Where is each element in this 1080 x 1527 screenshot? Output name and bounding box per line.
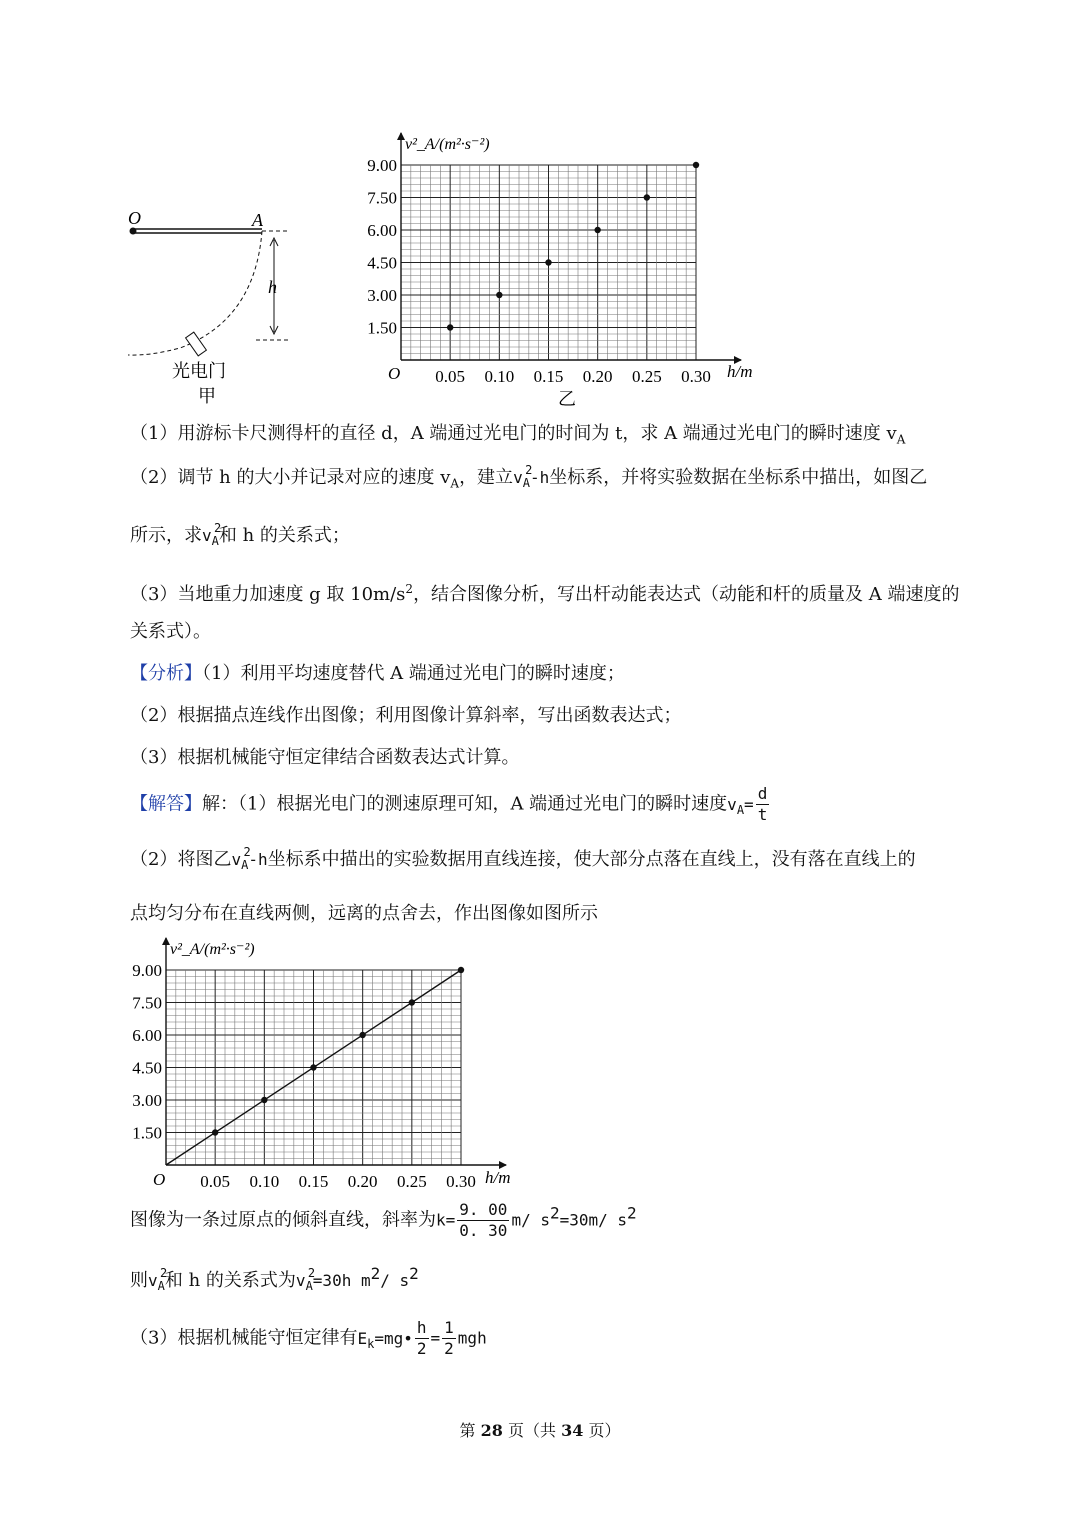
slope-result-sup: 2 [627, 1203, 637, 1223]
graph-yi-point [644, 194, 650, 200]
question-2 [130, 463, 928, 496]
slope-fraction: $\frac{9. 00}{0. 30}$ [459, 1200, 508, 1240]
relation-va2-1: $v_A$ 2 [148, 1266, 168, 1294]
graph-yi-x-tick: 0.20 [582, 367, 613, 386]
q3-text-a: （3）当地重力加速度 g 取 10m/s [130, 584, 406, 605]
q2-line2-va2: $v_A$ 2 [202, 521, 222, 549]
q2-sub-a: A [450, 476, 460, 491]
graph-fit-y-tick: 9.00 [132, 961, 162, 980]
analysis-tag: 【分析】 [130, 663, 202, 684]
answer-q3-h-over-2: $\frac{h}{2}$ [416, 1318, 427, 1358]
relation-b: 和 h 的关系式为 [164, 1270, 296, 1291]
graph-yi-y-tick: 4.50 [367, 253, 397, 273]
answer-q3-mgh: mgh [457, 1328, 487, 1348]
graph-yi-x-tick: 0.15 [533, 367, 564, 386]
q2-text-d: 坐标系，并将实验数据在坐标系中描出，如图乙 [549, 467, 928, 488]
graph-fit-point [261, 1097, 267, 1103]
graph-yi-x-tick: 0.30 [681, 367, 711, 386]
graph-yi-x-tick: 0.25 [631, 367, 662, 386]
footer-a: 第 [459, 1421, 481, 1440]
graph-fit-xlabel: h/m [485, 1168, 511, 1187]
relation-d: / s [380, 1271, 410, 1290]
apparatus-caption: 甲 [198, 386, 216, 406]
answer-q3-eq: = [430, 1328, 441, 1348]
q2-line2-b: 和 h 的关系式； [218, 525, 350, 546]
footer-page: 28 [480, 1421, 503, 1440]
analysis-line-2: （2）根据描点连线作出图像；利用图像计算斜率，写出函数表达式； [130, 705, 682, 726]
label-h: h [268, 277, 277, 297]
graph-yi-y-tick: 6.00 [367, 221, 397, 240]
graph-fit-y-tick: 3.00 [132, 1091, 162, 1110]
graph-yi-ylabel: v²_A/(m²·s⁻²) [405, 136, 490, 153]
graph-fit-y-tick: 7.50 [132, 993, 162, 1013]
answer-q3-ek: $E_k=mg•$ [357, 1328, 413, 1351]
answer-va-eq: $v_A=$ [727, 794, 754, 817]
analysis-3 [130, 746, 519, 770]
graph-fit-x-tick: 0.10 [249, 1172, 280, 1190]
graph-fit-x-tick: 0.15 [298, 1172, 329, 1190]
q3-line2: 关系式）。 [130, 621, 211, 642]
question-2-line2 [130, 521, 350, 553]
q2-text-b: ，建立 [459, 467, 514, 488]
graph-fit-origin: O [153, 1170, 166, 1189]
graph-fit-marks [132, 961, 476, 1190]
question-1-sub: A [896, 432, 906, 447]
analysis-line-1: （1）利用平均速度替代 A 端通过光电门的瞬时速度； [202, 663, 625, 684]
graph-fit [120, 930, 530, 1190]
graph-yi-caption: 乙 [558, 389, 576, 409]
relation-va2-2: $v_A$ 2 [295, 1266, 316, 1294]
graph-fit-y-tick: 6.00 [132, 1026, 162, 1045]
graph-yi [355, 125, 765, 410]
graph-fit-x-tick: 0.30 [446, 1172, 476, 1190]
label-a: A [252, 210, 263, 230]
q3-text-b: ，结合图像分析，写出杆动能表达式（动能和杆的质量及 A 端速度的 [413, 584, 960, 605]
relation-c: =30h m [312, 1271, 371, 1290]
answer-d-over-t: $\frac{d}{t}$ [757, 784, 768, 824]
graph-yi-x-tick: 0.10 [484, 367, 515, 386]
graph-fit-ylabel: v²_A/(m²·s⁻²) [170, 941, 255, 958]
graph-yi-y-tick: 3.00 [367, 286, 397, 305]
answer-2 [130, 845, 916, 877]
answer-2-b: -h [248, 850, 268, 869]
graph-yi-y-tick: 1.50 [367, 318, 397, 338]
answer-q3-half: $\frac{1}{2}$ [444, 1318, 454, 1358]
answer-q3-text: （3）根据机械能守恒定律有 [130, 1327, 358, 1349]
analysis-1 [130, 662, 625, 686]
footer-total: 34 [561, 1421, 584, 1440]
relation-a: 则 [130, 1270, 148, 1291]
footer-c: 页） [583, 1421, 621, 1440]
question-3 [130, 577, 960, 607]
graph-yi-point [594, 227, 600, 233]
q2-va2: $v_A$ 2 [513, 463, 533, 491]
graph-fit-point [409, 999, 415, 1005]
graph-fit-y-arrow [162, 937, 170, 945]
answer-q3 [130, 1318, 487, 1359]
graph-yi-point [447, 324, 453, 330]
graph-yi-y-tick: 7.50 [367, 188, 397, 208]
question-3-line2 [130, 620, 211, 644]
graph-fit-x-tick: 0.05 [200, 1172, 231, 1190]
answer-2-va2: $v_A$ 2 [231, 845, 251, 873]
answer-2-a: （2）将图乙 [130, 849, 232, 870]
graph-fit-point [310, 1064, 316, 1070]
label-o: O [128, 208, 141, 228]
relation-sup1: 2 [370, 1264, 381, 1283]
slope-result: =30m/ s [559, 1210, 628, 1230]
answer-line-1: 解：（1）根据光电门的测速原理可知，A 端通过光电门的瞬时速度 [202, 793, 728, 815]
analysis-2 [130, 704, 681, 728]
graph-yi-point [693, 162, 699, 168]
gate-label: 光电门 [172, 361, 226, 381]
graph-fit-point [212, 1129, 218, 1135]
graph-fit-point [458, 967, 464, 973]
graph-yi-y-tick: 9.00 [367, 156, 397, 175]
answer-3 [130, 902, 598, 926]
q3-sup: 2 [405, 582, 414, 596]
graph-fit-y-tick: 1.50 [132, 1123, 162, 1143]
relation-line [130, 1262, 419, 1298]
q2-text-a: （2）调节 h 的大小并记录对应的速度 v [130, 467, 451, 488]
graph-fit-x-tick: 0.20 [347, 1172, 378, 1190]
slope-sup: 2 [549, 1203, 560, 1223]
graph-fit-y-tick: 4.50 [132, 1058, 162, 1078]
q2-text-c: -h [529, 468, 550, 487]
answer-1 [130, 784, 771, 825]
graph-yi-origin: O [388, 364, 401, 383]
apparatus-diagram [120, 200, 320, 410]
graph-yi-xlabel: h/m [727, 362, 753, 381]
graph-yi-marks [367, 156, 711, 386]
question-1 [130, 422, 905, 452]
slope-line [130, 1200, 637, 1241]
graph-fit-point [359, 1032, 365, 1038]
graph-yi-point [545, 259, 551, 265]
slope-text: 图像为一条过原点的倾斜直线，斜率为 [130, 1209, 436, 1231]
graph-fit-x-tick: 0.25 [396, 1172, 427, 1190]
question-1-text: （1）用游标卡尺测得杆的直径 d，A 端通过光电门的时间为 t，求 A 端通过光电门的瞬时速度 v [130, 423, 897, 444]
graph-yi-y-arrow [397, 132, 405, 140]
footer-b: 页（共 [502, 1421, 562, 1440]
q2-line2-a: 所示，求 [130, 525, 202, 546]
slope-unit: m/ s [511, 1210, 550, 1230]
answer-2-c: 坐标系中描出的实验数据用直线连接，使大部分点落在直线上，没有落在直线上的 [267, 849, 916, 870]
slope-k: k= [436, 1210, 456, 1230]
graph-yi-x-tick: 0.05 [435, 367, 466, 386]
relation-sup2: 2 [409, 1264, 419, 1283]
page-footer [0, 1418, 1080, 1441]
answer-tag: 【解答】 [130, 793, 202, 815]
analysis-line-3: （3）根据机械能守恒定律结合函数表达式计算。 [130, 747, 520, 768]
graph-yi-point [496, 292, 502, 298]
answer-line-3: 点均匀分布在直线两侧，远离的点舍去，作出图像如图所示 [130, 903, 598, 924]
